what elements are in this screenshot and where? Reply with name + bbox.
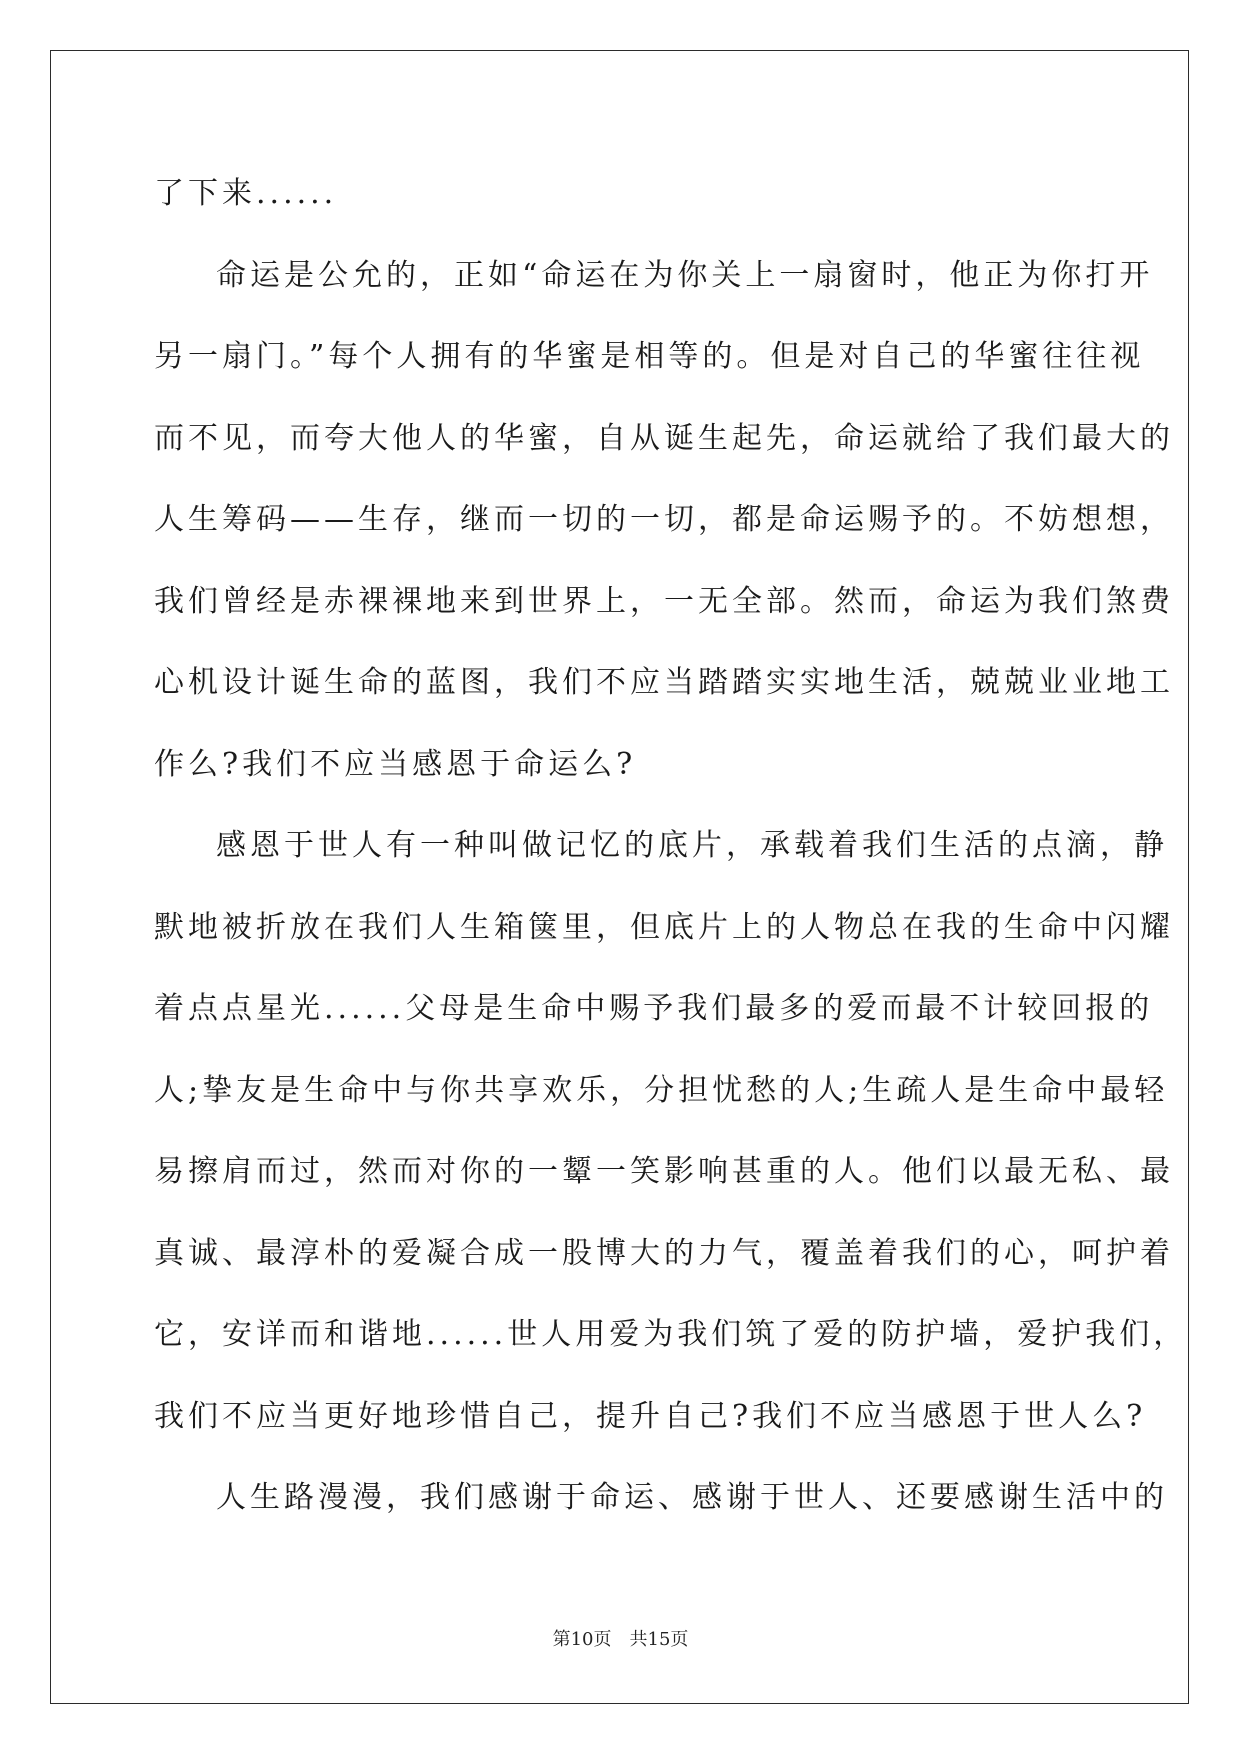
page-footer: 第10页 共15页 — [552, 1629, 689, 1650]
text-line: 命运是公允的，正如“命运在为你关上一扇窗时，他正为你打开 — [216, 257, 1154, 293]
text-line: 了下来...... — [154, 176, 338, 211]
text-line: 人生路漫漫，我们感谢于命运、感谢于世人、还要感谢生活中的 — [216, 1480, 1168, 1515]
text-line: 我们不应当更好地珍惜自己，提升自己?我们不应当感恩于世人么? — [154, 1398, 1147, 1434]
text-line: 而不见，而夸大他人的华蜜，自从诞生起先，命运就给了我们最大的 — [154, 420, 1174, 456]
text-line: 另一扇门。”每个人拥有的华蜜是相等的。但是对自己的华蜜往往视 — [154, 339, 1145, 374]
text-line: 着点点星光......父母是生命中赐予我们最多的爱而最不计较回报的 — [154, 991, 1154, 1026]
document-body — [154, 164, 1188, 1550]
text-line: 我们曾经是赤裸裸地来到世界上，一无全部。然而，命运为我们煞费 — [154, 583, 1174, 619]
text-line: 作么?我们不应当感恩于命运么? — [154, 746, 637, 782]
text-line: 它，安详而和谐地......世人用爱为我们筑了爱的防护墙，爱护我们， — [154, 1317, 1188, 1352]
text-line: 人生筹码——生存，继而一切的一切，都是命运赐予的。不妨想想， — [154, 502, 1174, 537]
text-line: 易擦肩而过，然而对你的一颦一笑影响甚重的人。他们以最无私、最 — [154, 1154, 1174, 1189]
text-line: 感恩于世人有一种叫做记忆的底片，承载着我们生活的点滴，静 — [216, 828, 1168, 863]
text-line: 人;挚友是生命中与你共享欢乐，分担忧愁的人;生疏人是生命中最轻 — [154, 1072, 1169, 1108]
text-line: 真诚、最淳朴的爱凝合成一股博大的力气，覆盖着我们的心，呵护着 — [154, 1235, 1174, 1271]
text-line: 默地被折放在我们人生箱箧里，但底片上的人物总在我的生命中闪耀 — [154, 909, 1174, 945]
text-line: 心机设计诞生命的蓝图，我们不应当踏踏实实地生活，兢兢业业地工 — [154, 665, 1174, 700]
